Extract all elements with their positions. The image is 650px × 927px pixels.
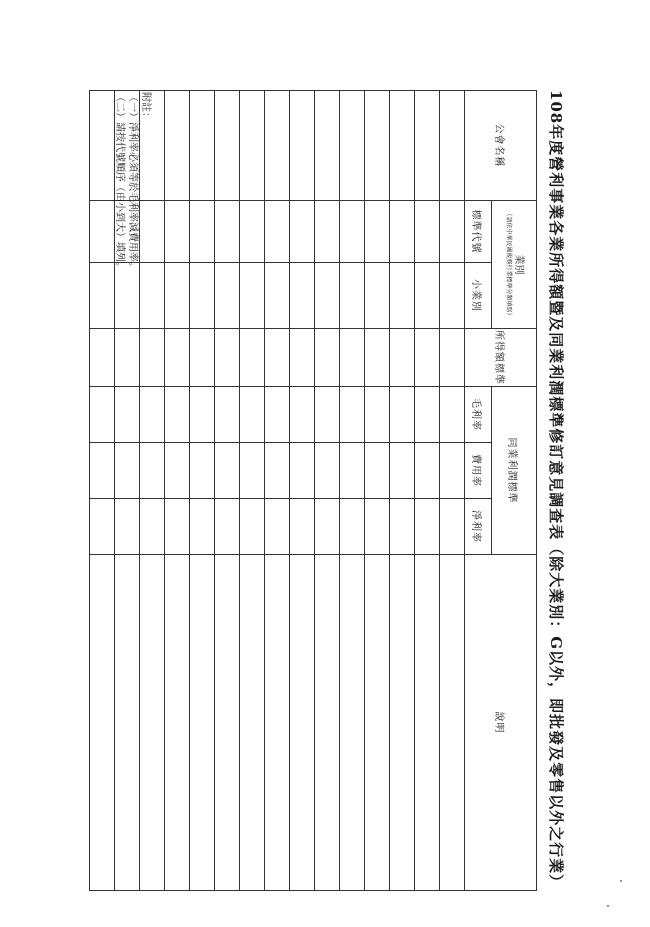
- table-cell[interactable]: [440, 555, 465, 891]
- category-header: [492, 201, 537, 329]
- table-cell[interactable]: [265, 499, 290, 555]
- table-cell[interactable]: [290, 91, 315, 201]
- table-cell[interactable]: [365, 555, 390, 891]
- table-cell[interactable]: [240, 443, 265, 499]
- table-cell[interactable]: [415, 499, 440, 555]
- table-cell[interactable]: [265, 555, 290, 891]
- table-cell[interactable]: [340, 201, 365, 263]
- rotated-form-page: [110, 90, 577, 890]
- table-cell[interactable]: [340, 387, 365, 443]
- table-cell[interactable]: [365, 91, 390, 201]
- table-cell[interactable]: [440, 329, 465, 387]
- table-cell[interactable]: [415, 263, 440, 329]
- table-cell[interactable]: [440, 263, 465, 329]
- table-cell[interactable]: [415, 387, 440, 443]
- table-cell[interactable]: [290, 329, 315, 387]
- table-cell[interactable]: [190, 499, 215, 555]
- table-row: [165, 91, 190, 891]
- table-cell[interactable]: [390, 443, 415, 499]
- table-cell[interactable]: [315, 387, 340, 443]
- table-cell[interactable]: [165, 387, 190, 443]
- table-cell[interactable]: [315, 555, 340, 891]
- table-cell[interactable]: [190, 555, 215, 891]
- scan-speck: [607, 905, 609, 907]
- table-cell[interactable]: [90, 387, 115, 443]
- table-row: [365, 91, 390, 891]
- table-cell[interactable]: [215, 443, 240, 499]
- table-cell[interactable]: [215, 387, 240, 443]
- table-cell[interactable]: [240, 555, 265, 891]
- table-row: [215, 91, 240, 891]
- table-cell[interactable]: [440, 499, 465, 555]
- scan-speck: [620, 880, 622, 882]
- survey-table: [89, 90, 537, 891]
- table-cell[interactable]: [290, 387, 315, 443]
- net-margin-header: 淨利率: [465, 499, 492, 555]
- table-cell[interactable]: [390, 91, 415, 201]
- table-cell[interactable]: [165, 263, 190, 329]
- table-cell[interactable]: [215, 263, 240, 329]
- table-row: [190, 91, 215, 891]
- table-cell[interactable]: [240, 91, 265, 201]
- table-cell[interactable]: [315, 329, 340, 387]
- table-row: [415, 91, 440, 891]
- table-cell[interactable]: [415, 91, 440, 201]
- table-row: [240, 91, 265, 891]
- gross-margin-header: 毛利率: [465, 387, 492, 443]
- table-cell[interactable]: [415, 555, 440, 891]
- table-cell[interactable]: [415, 443, 440, 499]
- table-cell[interactable]: [415, 201, 440, 263]
- category-label: 業別: [513, 254, 524, 275]
- table-cell[interactable]: [440, 91, 465, 201]
- table-cell[interactable]: [215, 499, 240, 555]
- table-cell[interactable]: [390, 201, 415, 263]
- category-note: （請依中華民國稅務行業標準分類填寫）: [505, 210, 512, 319]
- table-cell[interactable]: [190, 387, 215, 443]
- table-cell[interactable]: [265, 329, 290, 387]
- note-item-1: （一）淨利率必須等於毛利率減費用率。: [127, 92, 138, 272]
- table-cell[interactable]: [215, 329, 240, 387]
- notes-heading: 附註：: [140, 92, 151, 122]
- table-cell[interactable]: [90, 201, 115, 263]
- table-cell[interactable]: [165, 443, 190, 499]
- expense-rate-header: 費用率: [465, 443, 492, 499]
- table-cell[interactable]: [315, 91, 340, 201]
- table-row: [440, 91, 465, 891]
- table-cell[interactable]: [290, 263, 315, 329]
- table-cell[interactable]: [165, 201, 190, 263]
- table-cell[interactable]: [365, 201, 390, 263]
- table-cell[interactable]: [340, 499, 365, 555]
- table-cell[interactable]: [165, 499, 190, 555]
- table-cell[interactable]: [315, 443, 340, 499]
- table-cell[interactable]: [340, 555, 365, 891]
- table-row: [290, 91, 315, 891]
- table-cell[interactable]: [390, 263, 415, 329]
- table-cell[interactable]: [190, 91, 215, 201]
- table-cell[interactable]: [265, 201, 290, 263]
- table-cell[interactable]: [240, 329, 265, 387]
- table-cell[interactable]: [190, 329, 215, 387]
- table-cell[interactable]: [90, 555, 115, 891]
- table-cell[interactable]: [365, 263, 390, 329]
- table-cell[interactable]: [165, 91, 190, 201]
- table-cell[interactable]: [265, 263, 290, 329]
- table-cell[interactable]: [290, 555, 315, 891]
- table-cell[interactable]: [365, 499, 390, 555]
- table-cell[interactable]: [440, 201, 465, 263]
- table-cell[interactable]: [190, 263, 215, 329]
- table-cell[interactable]: [390, 555, 415, 891]
- table-cell[interactable]: [340, 263, 365, 329]
- note-item-2: （二）請按代號順序（由小到大）填列。: [114, 92, 125, 272]
- table-cell[interactable]: [215, 201, 240, 263]
- table-row: [390, 91, 415, 891]
- table-cell[interactable]: [390, 329, 415, 387]
- table-cell[interactable]: [240, 387, 265, 443]
- table-cell[interactable]: [90, 263, 115, 329]
- table-cell[interactable]: [290, 499, 315, 555]
- table-row: [90, 91, 115, 891]
- remarks-header: 說明: [465, 555, 537, 891]
- table-cell[interactable]: [215, 91, 240, 201]
- table-cell[interactable]: [265, 443, 290, 499]
- company-name-header: 公會名稱: [465, 91, 537, 201]
- income-standard-header: 所得額標準: [465, 329, 537, 387]
- table-cell[interactable]: [90, 91, 115, 201]
- table-cell[interactable]: [90, 329, 115, 387]
- table-cell[interactable]: [290, 201, 315, 263]
- table-row: [340, 91, 365, 891]
- table-cell[interactable]: [390, 499, 415, 555]
- table-cell[interactable]: [365, 443, 390, 499]
- table-cell[interactable]: [190, 443, 215, 499]
- table-row: [315, 91, 340, 891]
- table-cell[interactable]: [390, 387, 415, 443]
- table-cell[interactable]: [90, 443, 115, 499]
- table-cell[interactable]: [240, 201, 265, 263]
- table-cell[interactable]: [315, 263, 340, 329]
- table-cell[interactable]: [340, 443, 365, 499]
- table-cell[interactable]: [440, 387, 465, 443]
- table-cell[interactable]: [290, 443, 315, 499]
- table-cell[interactable]: [365, 387, 390, 443]
- table-cell[interactable]: [165, 555, 190, 891]
- table-cell[interactable]: [240, 263, 265, 329]
- notes: [113, 90, 152, 892]
- table-cell[interactable]: [315, 201, 340, 263]
- table-cell[interactable]: [265, 91, 290, 201]
- table-cell[interactable]: [190, 201, 215, 263]
- table-row: [265, 91, 290, 891]
- profit-standard-header: 同業利潤標準: [492, 387, 537, 555]
- table-cell[interactable]: [240, 499, 265, 555]
- table-cell[interactable]: [415, 329, 440, 387]
- form-title: 108年度營利事業各業所得額暨及同業利潤標準修訂意見調查表（除大業別：G以外，即批發及零售以外之行業）: [547, 89, 566, 891]
- table-cell[interactable]: [340, 329, 365, 387]
- table-cell[interactable]: [215, 555, 240, 891]
- table-cell[interactable]: [165, 329, 190, 387]
- code-header: 標準代號: [465, 201, 492, 263]
- table-cell[interactable]: [340, 91, 365, 201]
- table-cell[interactable]: [90, 499, 115, 555]
- table-cell[interactable]: [265, 387, 290, 443]
- table-cell[interactable]: [315, 499, 340, 555]
- table-cell[interactable]: [440, 443, 465, 499]
- subcategory-header: 小業別: [465, 263, 492, 329]
- table-cell[interactable]: [365, 329, 390, 387]
